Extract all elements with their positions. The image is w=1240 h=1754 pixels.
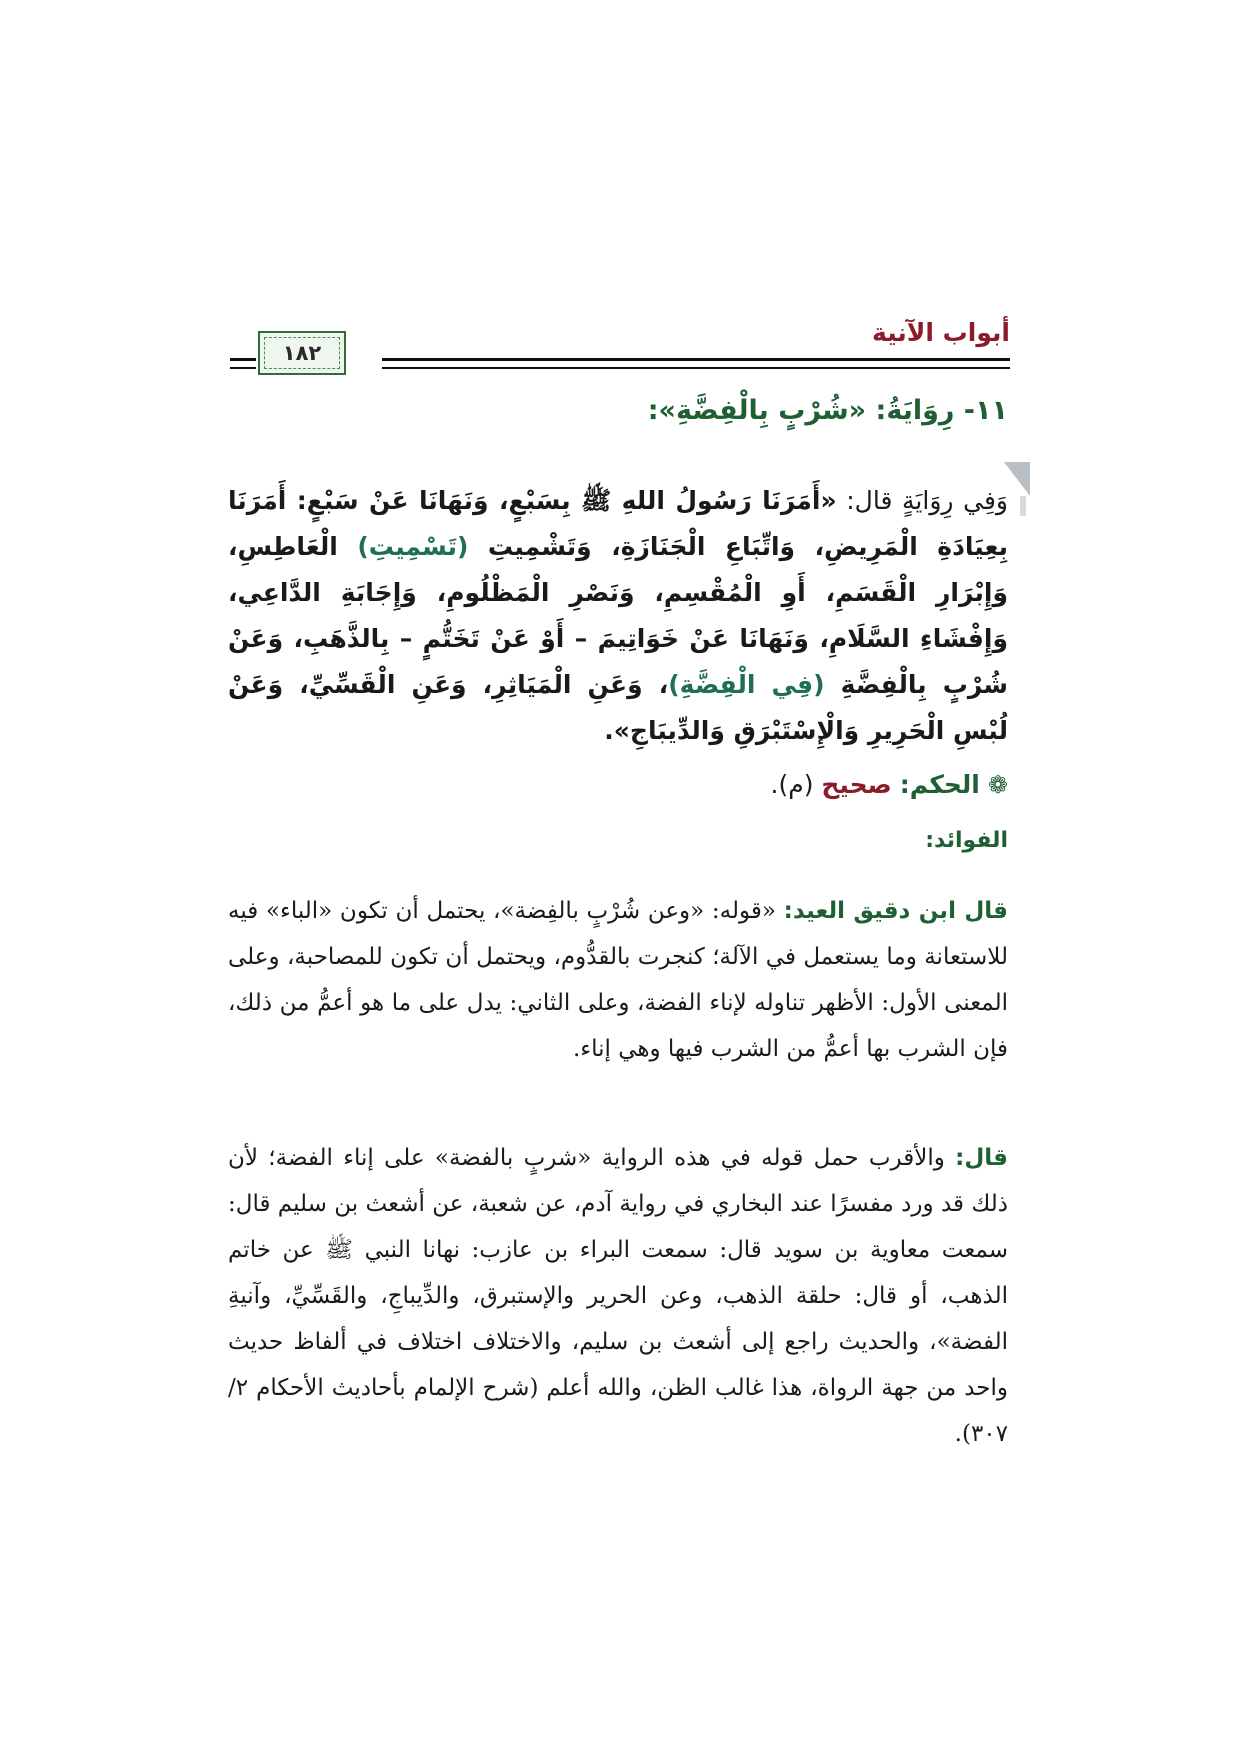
header-rule-thick: [382, 358, 1010, 361]
commentary-paragraph-2: [228, 1135, 1008, 1457]
speaker-qala: قال:: [955, 1145, 1008, 1171]
ruling-label: الحكم:: [899, 770, 980, 799]
ruling-grade: صحيح: [821, 770, 892, 799]
hadith-part-2: الْعَاطِسِ، وَإِبْرَارِ الْقَسَمِ، أَوِ الْمُقْسِمِ، وَنَصْرِ الْمَظْلُومِ، وَإِجَابَةِ الدَّاعِي، وَإِفْشَاءِ السَّلَامِ، وَنَهَانَا عَنْ خَوَاتِيمَ – أَوْ عَنْ تَخَتُّمٍ – بِالذَّهَبِ، وَعَنْ شُرْبٍ بِالْفِضَّةِ: [228, 532, 1008, 699]
header-rule-left-thin: [230, 367, 256, 369]
section-title: ١١- رِوَايَةُ: «شُرْبٍ بِالْفِضَّةِ»:: [647, 395, 1008, 426]
page-number-badge: [258, 331, 346, 375]
hadith-text: [228, 478, 1008, 754]
hadith-part-3: ، وَعَنِ الْمَيَاثِرِ، وَعَنِ الْقَسِّيِّ، وَعَنْ لُبْسِ الْحَرِيرِ وَالْإِسْتَبْرَقِ وَالدِّيبَاجِ».: [228, 670, 1008, 745]
speaker-ibn-daqiq: قال ابن دقيق العيد:: [783, 898, 1008, 924]
page-number: ١٨٢: [282, 341, 322, 365]
corner-ornament-shadow-icon: [1020, 496, 1026, 516]
paragraph-2-text: والأقرب حمل قوله في هذه الرواية «شربٍ بالفضة» على إناء الفضة؛ لأن ذلك قد ورد مفسرًا عند البخاري في رواية آدم، عن شعبة، عن أشعث بن سليم قال: سمعت معاوية بن سويد قال: سمعت البراء بن عازب: نهانا النبي ﷺ عن خاتم الذهب، أو قال: حلقة الذهب، وعن الحرير والإستبرق، والدِّيباجِ، والقَسِّيِّ، وآنيةِ الفضة»، والحديث راجع إلى أشعث بن سليم، والاختلاف اختلاف في ألفاظ حديث واحد من جهة الرواة، هذا غالب الظن، والله أعلم (شرح الإلمام بأحاديث الأحكام ٢/ ٣٠٧).: [228, 1145, 1008, 1447]
paragraph-1-text: «قوله: «وعن شُرْبٍ بالفِضة»، يحتمل أن تكون «الباء» فيه للاستعانة وما يستعمل في الآلة؛ كنجرت بالقدُّوم، ويحتمل أن تكون للمصاحبة، وعلى المعنى الأول: الأظهر تناوله لإناء الفضة، وعلى الثاني: يدل على ما هو أعمُّ من ذلك، فإن الشرب بها أعمُّ من الشرب فيها وهي إناء.: [228, 898, 1008, 1062]
benefits-heading: الفوائد:: [925, 828, 1008, 853]
commentary-paragraph-1: [228, 888, 1008, 1072]
hadith-variant-1: (تَسْمِيتِ): [357, 532, 469, 561]
flower-ornament-icon: ❁: [987, 771, 1008, 799]
ruling-line: [771, 770, 1008, 799]
header-rule-thin: [382, 367, 1010, 369]
header-rule-left-thick: [230, 358, 256, 361]
hadith-variant-2: (فِي الْفِضَّةِ): [668, 670, 825, 699]
chapter-title: أبواب الآنية: [872, 318, 1010, 347]
hadith-part-1: «أَمَرَنَا رَسُولُ اللهِ ﷺ بِسَبْعٍ، وَنَهَانَا عَنْ سَبْعٍ: أَمَرَنَا بِعِيَادَةِ الْمَرِيضِ، وَاتِّبَاعِ الْجَنَازَةِ، وَتَشْمِيتِ: [228, 486, 1008, 561]
hadith-lead: وَفِي رِوَايَةٍ قال:: [836, 486, 1008, 515]
ruling-source: (م).: [770, 770, 822, 799]
